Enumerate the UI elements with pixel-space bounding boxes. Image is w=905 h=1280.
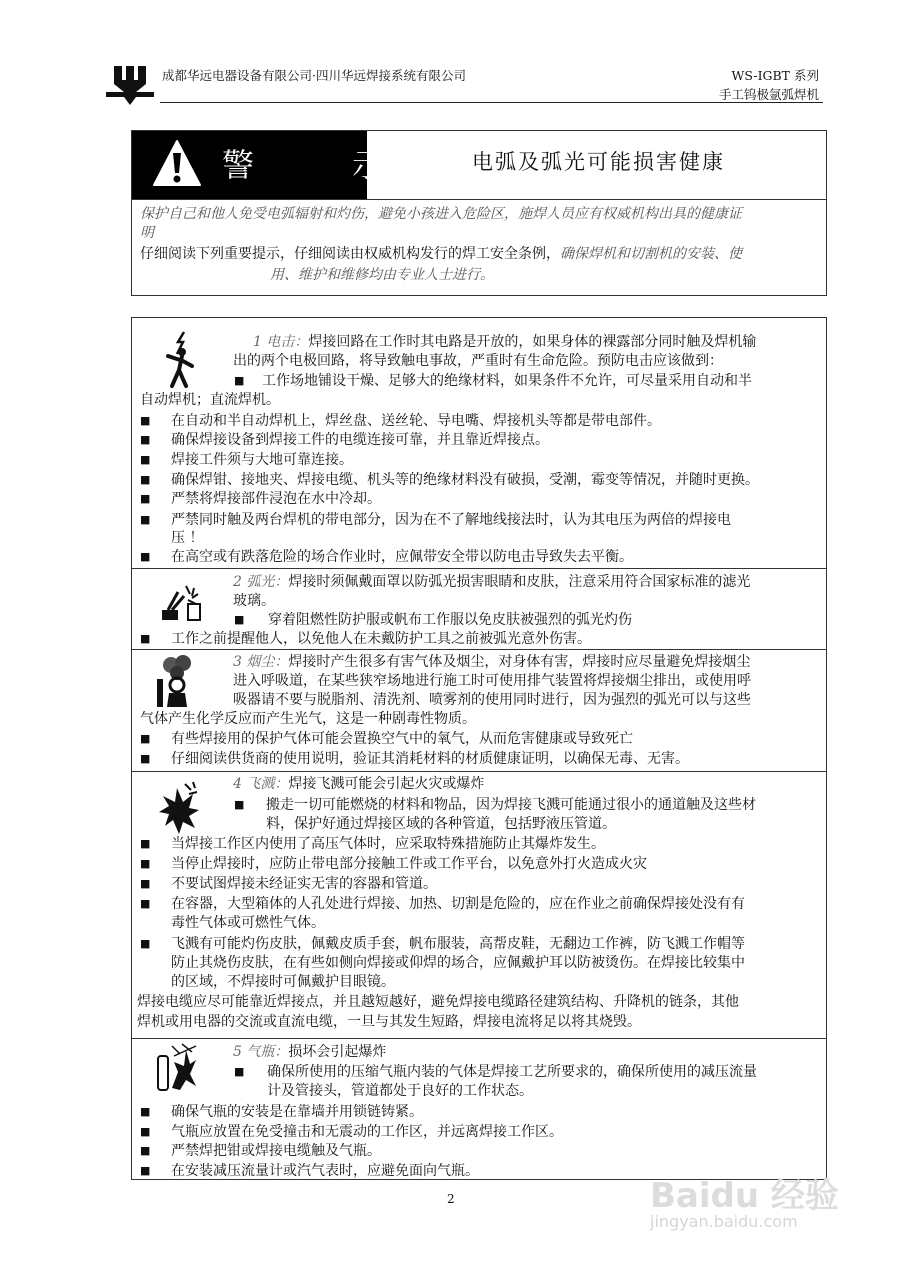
bullet-icon: ■ — [140, 857, 151, 870]
watermark-url: jingyan.baidu.com — [650, 1212, 798, 1231]
list-item: 搬走一切可能燃烧的材料和物品，因为焊接飞溅可能通过很小的通道触及这些材 — [266, 797, 756, 813]
s3-text: 气体产生化学反应而产生光气，这是一种剧毒性物质。 — [140, 711, 476, 727]
list-item: 在安装减压流量计或汽气表时，应避免面向气瓶。 — [171, 1163, 479, 1179]
bullet-icon: ■ — [140, 513, 151, 526]
bullet-icon: ■ — [140, 877, 151, 890]
gas-cylinder-icon — [156, 1042, 198, 1092]
warning-line-2: 仔细阅读下列重要提示，仔细阅读由权威机构发行的焊工安全条例，确保焊机和切割机的安装、使 用、维护和维修均由专业人士进行。 — [140, 246, 742, 283]
bullet-icon: ■ — [140, 837, 151, 850]
header-rule — [160, 102, 823, 103]
list-item: 当停止焊接时，应防止带电部分接触工件或工作平台，以免意外打火造成火灾 — [171, 856, 647, 872]
list-item: 当焊接工作区内使用了高压气体时，应采取特殊措施防止其爆炸发生。 — [171, 836, 605, 852]
bullet-icon: ■ — [234, 1065, 245, 1078]
warning-divider — [132, 199, 826, 200]
list-item: 的区域，不焊接时可佩戴护目眼镜。 — [171, 974, 395, 990]
list-item: 防止其烧伤皮肤，在有些如侧向焊接或仰焊的场合，应佩戴护耳以防被烫伤。在焊接比较集中 — [171, 955, 745, 971]
list-item: 气瓶应放置在免受撞击和无震动的工作区，并远离焊接工作区。 — [171, 1124, 563, 1140]
header-company: 成都华远电器设备有限公司·四川华远焊接系统有限公司 — [162, 68, 466, 83]
list-item: 工作之前提醒他人，以免他人在未戴防护工具之前被弧光意外伤害。 — [171, 631, 591, 647]
section-divider — [131, 649, 827, 650]
list-item: 压 ！ — [171, 530, 204, 546]
bullet-icon: ■ — [234, 374, 245, 387]
s1-intro: 1 电击：焊接回路在工作时其电路是开放的，如果身体的裸露部分同时触及焊机输 — [253, 334, 757, 350]
list-item: 确保所使用的压缩气瓶内装的气体是焊接工艺所要求的，确保所使用的减压流量 — [267, 1064, 757, 1080]
list-item: 仔细阅读供货商的使用说明，验证其消耗材料的材质健康证明，以确保无毒、无害。 — [171, 751, 689, 767]
s4-intro: 4 飞溅：焊接飞溅可能会引起火灾或爆炸 — [233, 776, 485, 792]
bullet-icon: ■ — [234, 798, 245, 811]
header-product: 手工钨极氩弧焊机 — [718, 87, 819, 102]
list-item: 在自动和半自动焊机上，焊丝盘、送丝轮、导电嘴、焊接机头等都是带电部件。 — [171, 413, 661, 429]
arc-light-icon — [158, 582, 204, 624]
bullet-icon: ■ — [140, 632, 151, 645]
bullet-icon: ■ — [140, 732, 151, 745]
bullet-icon: ■ — [140, 473, 151, 486]
bullet-icon: ■ — [140, 1164, 151, 1177]
bullet-icon: ■ — [140, 492, 151, 505]
list-item: 有些焊接用的保护气体可能会置换空气中的氧气，从而危害健康或导致死亡 — [171, 731, 633, 747]
page-number: 2 — [447, 1192, 455, 1206]
list-item: 毒性气体或可燃性气体。 — [171, 915, 325, 931]
bullet-icon: ■ — [140, 1144, 151, 1157]
list-item: 计及管接头，管道都处于良好的工作状态。 — [267, 1083, 533, 1099]
s5-intro: 5 气瓶：损坏会引起爆炸 — [233, 1044, 387, 1060]
s3-intro: 3 烟尘：焊接时产生很多有害气体及烟尘，对身体有害，焊接时应尽量避免焊接烟尘 — [233, 654, 751, 670]
section-divider — [131, 568, 827, 569]
company-logo — [106, 62, 154, 106]
s4-paragraph: 焊接电缆应尽可能靠近焊接点，并且越短越好，避免焊接电缆路径建筑结构、升降机的链条，其他 — [137, 994, 739, 1010]
list-item: 焊接工件须与大地可靠连接。 — [171, 452, 353, 468]
warning-triangle-icon — [152, 139, 202, 187]
bullet-icon: ■ — [140, 897, 151, 910]
bullet-icon: ■ — [140, 453, 151, 466]
bullet-icon: ■ — [140, 550, 151, 563]
list-item: 严禁同时触及两台焊机的带电部分，因为在不了解地线接法时，认为其电压为两倍的焊接电 — [171, 512, 731, 528]
s2-text: 玻璃。 — [233, 593, 275, 609]
list-item: 在容器，大型箱体的人孔处进行焊接、加热、切割是危险的，应在作业之前确保焊接处没有有 — [171, 896, 745, 912]
list-item: 确保焊钳、接地夹、焊接电缆、机头等的绝缘材料没有破损，受潮，霉变等情况，并随时更换。 — [171, 472, 759, 488]
s1-text: 出的两个电极回路，将导致触电事故，严重时有生命危险。预防电击应该做到： — [233, 353, 723, 369]
s3-text: 吸器请不要与脱脂剂、清洗剂、喷雾剂的使用同时进行，因为强烈的弧光可以与这些 — [233, 692, 751, 708]
s1-text: 自动焊机；直流焊机。 — [140, 392, 280, 408]
list-item: 飞溅有可能灼伤皮肤，佩戴皮质手套，帆布服装，高帮皮鞋，无翻边工作裤，防飞溅工作帽等 — [171, 936, 745, 952]
bullet-icon: ■ — [140, 1105, 151, 1118]
list-item: 严禁焊把钳或焊接电缆触及气瓶。 — [171, 1143, 381, 1159]
warning-title: 电弧及弧光可能损害健康 — [472, 150, 725, 174]
list-item: 确保气瓶的安装是在靠墙并用锁链铸紧。 — [171, 1104, 423, 1120]
s3-text: 进入呼吸道，在某些狭窄场地进行施工时可使用排气装置将焊接烟尘排出，或使用呼 — [233, 673, 751, 689]
spatter-fire-icon — [157, 780, 201, 836]
s2-intro: 2 弧光：焊接时须佩戴面罩以防弧光损害眼睛和皮肤，注意采用符合国家标准的滤光 — [233, 574, 751, 590]
fumes-icon — [157, 655, 203, 709]
warning-label: 警 示 — [222, 146, 429, 184]
bullet-icon: ■ — [140, 1125, 151, 1138]
list-item: 料，保护好通过焊接区域的各种管道，包括野液压管道。 — [266, 816, 616, 832]
list-item: 确保焊接设备到焊接工件的电缆连接可靠，并且靠近焊接点。 — [171, 432, 549, 448]
list-item: 不要试图焊接未经证实无害的容器和管道。 — [171, 876, 437, 892]
electric-shock-icon — [160, 330, 200, 388]
list-item: 穿着阻燃性防护服或帆布工作服以免皮肤被强烈的弧光灼伤 — [268, 612, 632, 628]
s4-paragraph: 焊机或用电器的交流或直流电缆，一旦与其发生短路，焊接电流将足以将其烧毁。 — [137, 1014, 641, 1030]
bullet-icon: ■ — [140, 414, 151, 427]
bullet-icon: ■ — [140, 433, 151, 446]
header-series: WS-IGBT 系列 — [731, 68, 819, 83]
watermark-brand: Baidu 经验 — [650, 1176, 839, 1216]
s1-text: 工作场地铺设干燥、足够大的绝缘材料，如果条件不允许，可尽量采用自动和半 — [262, 373, 752, 389]
list-item: 在高空或有跌落危险的场合作业时，应佩带安全带以防电击导致失去平衡。 — [171, 549, 633, 565]
warning-line-1: 保护自己和他人免受电弧辐射和灼伤，避免小孩进入危险区，施焊人员应有权威机构出具的健康证 明 — [140, 206, 742, 241]
bullet-icon: ■ — [234, 613, 245, 626]
bullet-icon: ■ — [140, 752, 151, 765]
section-divider — [131, 1038, 827, 1039]
bullet-icon: ■ — [140, 937, 151, 950]
list-item: 严禁将焊接部件浸泡在水中冷却。 — [171, 491, 381, 507]
section-divider — [131, 771, 827, 772]
